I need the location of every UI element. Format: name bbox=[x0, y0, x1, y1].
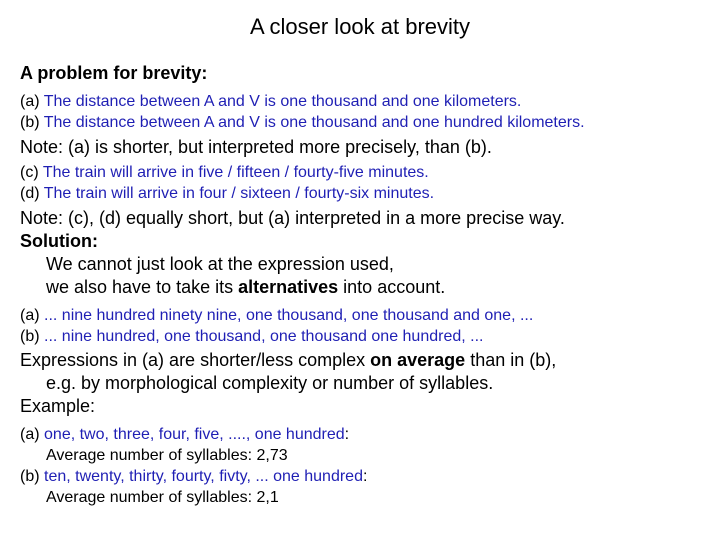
example-list-a-text: one, two, three, four, five, ...., one hundred bbox=[44, 426, 345, 443]
solution-label: Solution: bbox=[20, 231, 98, 251]
alternatives-a bbox=[20, 305, 710, 326]
example-a bbox=[20, 91, 710, 112]
example-b-text: The distance between A and V is one thousand and one hundred kilometers. bbox=[43, 114, 585, 131]
solution-line-2-bold: alternatives bbox=[238, 277, 339, 297]
note-2: Note: (c), (d) equally short, but (a) interpreted in a more precise way. bbox=[20, 208, 565, 228]
expressions-line-2: e.g. by morphological complexity or number of syllables. bbox=[46, 373, 494, 393]
example-c-label: (c) bbox=[20, 164, 39, 181]
example-c-text: The train will arrive in five / fifteen / fourty-five minutes. bbox=[42, 164, 429, 181]
expressions-post: than in (b), bbox=[465, 350, 557, 370]
solution-line-1: We cannot just look at the expression used, bbox=[46, 254, 394, 274]
example-list-a-average: Average number of syllables: 2,73 bbox=[46, 447, 288, 464]
example-c bbox=[20, 162, 710, 183]
solution-line-2-pre: we also have to take its bbox=[46, 277, 239, 297]
slide-body bbox=[20, 62, 710, 508]
expressions-line-1 bbox=[20, 349, 710, 372]
alternatives-b-text: ... nine hundred, one thousand, one thousand one hundred, ... bbox=[44, 328, 484, 345]
slide-title: A closer look at brevity bbox=[249, 14, 471, 39]
alternatives-a-label: (a) bbox=[20, 307, 40, 324]
expressions-bold: on average bbox=[370, 350, 466, 370]
solution-line-2-post: into account. bbox=[338, 277, 446, 297]
example-d bbox=[20, 183, 710, 204]
alternatives-a-text: ... nine hundred ninety nine, one thousand, one thousand and one, ... bbox=[44, 307, 534, 324]
note-1: Note: (a) is shorter, but interpreted more precisely, than (b). bbox=[20, 137, 492, 157]
example-list-b-label: (b) bbox=[20, 468, 40, 485]
expressions-pre: Expressions in (a) are shorter/less complex bbox=[20, 350, 371, 370]
example-list-a-label: (a) bbox=[20, 426, 40, 443]
example-list-b-average: Average number of syllables: 2,1 bbox=[46, 489, 279, 506]
example-list-b-colon: : bbox=[362, 468, 368, 485]
example-list-a-colon: : bbox=[344, 426, 350, 443]
example-b-label: (b) bbox=[20, 114, 40, 131]
example-a-label: (a) bbox=[20, 93, 40, 110]
example-d-label: (d) bbox=[20, 185, 40, 202]
example-a-text: The distance between A and V is one thousand and one kilometers. bbox=[43, 93, 522, 110]
alternatives-b bbox=[20, 326, 710, 347]
example-label: Example: bbox=[20, 396, 96, 416]
section-heading: A problem for brevity: bbox=[20, 63, 208, 83]
example-b bbox=[20, 112, 710, 133]
alternatives-b-label: (b) bbox=[20, 328, 40, 345]
example-list-b bbox=[20, 466, 710, 487]
solution-line-2 bbox=[20, 276, 710, 299]
example-d-text: The train will arrive in four / sixteen / fourty-six minutes. bbox=[43, 185, 435, 202]
example-list-a bbox=[20, 424, 710, 445]
example-list-b-text: ten, twenty, thirty, fourty, fivty, ... one hundred bbox=[44, 468, 363, 485]
